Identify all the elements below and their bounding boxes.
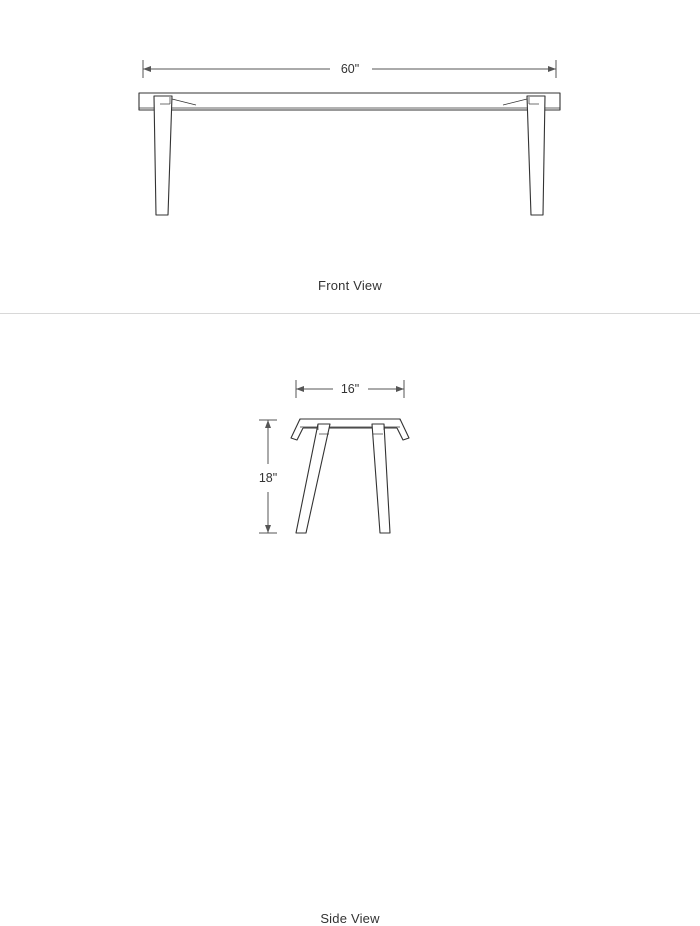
bench-front-outline	[139, 93, 560, 215]
leg-front-left	[154, 96, 172, 215]
depth-arrow-right	[396, 386, 404, 392]
depth-dimension-label: 16"	[340, 382, 360, 396]
height-arrow-bottom	[265, 525, 271, 533]
front-view-panel	[0, 0, 700, 313]
side-view-caption: Side View	[320, 911, 380, 926]
depth-arrow-left	[296, 386, 304, 392]
seat-slab-front	[139, 93, 560, 110]
height-dimension-label: 18"	[258, 471, 278, 485]
leg-side-right	[372, 424, 390, 533]
side-view-drawing	[0, 314, 700, 700]
leg-front-right	[527, 96, 545, 215]
side-view-panel	[0, 314, 700, 926]
dim-arrow-right	[548, 66, 556, 72]
front-view-caption: Front View	[318, 278, 382, 293]
leg-side-left	[296, 424, 330, 533]
height-arrow-top	[265, 420, 271, 428]
bench-side-outline	[291, 419, 409, 533]
width-dimension-label: 60"	[340, 62, 360, 76]
dim-arrow-left	[143, 66, 151, 72]
front-view-drawing	[0, 0, 700, 313]
seat-slab-side	[300, 419, 400, 428]
